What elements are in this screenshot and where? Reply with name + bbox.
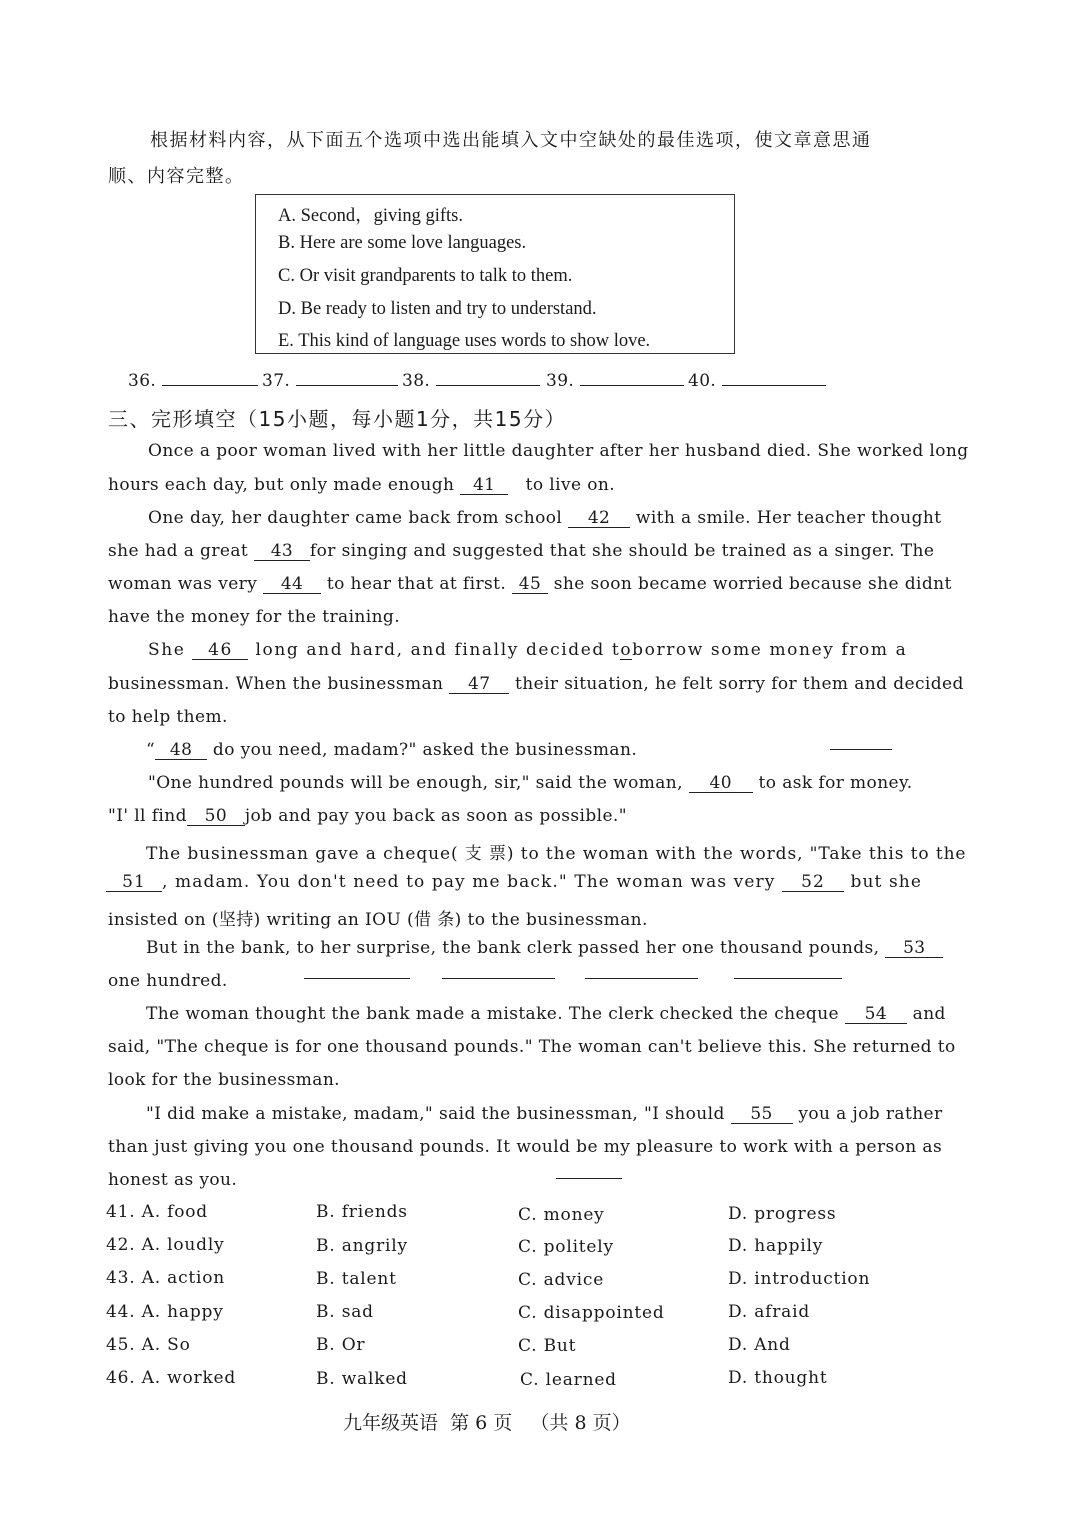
choice-44-c: C. disappointed — [518, 1303, 665, 1323]
stray-underline — [556, 1178, 622, 1179]
question-44: 44. A. happy — [106, 1302, 224, 1322]
choice-41-b: B. friends — [316, 1202, 408, 1222]
passage-line: hours each day, but only made enough 41 to live on. — [108, 475, 615, 495]
passage-line: “ 48 do you need, madam?" asked the businessman. — [146, 740, 638, 760]
options-box — [255, 194, 735, 354]
passage-line: She 46 long and hard, and finally decided toborrow some money from a — [148, 640, 908, 660]
passage-line: 51 , madam. You don't need to pay me back." The woman was very 52 but she — [106, 872, 922, 892]
stray-underline — [304, 978, 410, 979]
blank-47: 47 — [449, 675, 509, 694]
question-42: 42. A. loudly — [106, 1235, 225, 1255]
choice-42-d: D. happily — [728, 1236, 824, 1256]
blank-46: 46 — [192, 641, 248, 660]
passage-line: woman was very 44 to hear that at first. 45 she soon became worried because she didnt — [108, 574, 952, 594]
choice-46-b: B. walked — [316, 1369, 408, 1389]
choice-45-c: C. But — [518, 1336, 577, 1356]
choice-42-c: C. politely — [518, 1237, 614, 1257]
passage-line: she had a great 43 for singing and suggested that she should be trained as a singer. The — [108, 541, 935, 561]
answer-blank-36: 36. — [128, 371, 258, 391]
passage-line: said, "The cheque is for one thousand pounds." The woman can't believe this. She returned to — [108, 1037, 956, 1057]
passage-line: But in the bank, to her surprise, the bank clerk passed her one thousand pounds, 53 — [146, 938, 943, 958]
blank-52: 52 — [782, 873, 844, 892]
question-46: 46. A. worked — [106, 1368, 237, 1388]
question-41: 41. A. food — [106, 1202, 208, 1222]
option-a: A. Second，giving gifts. — [278, 206, 463, 226]
passage-line: Once a poor woman lived with her little daughter after her husband died. She worked long — [148, 441, 969, 461]
question-43: 43. A. action — [106, 1268, 226, 1288]
blank-51: 51 — [106, 873, 162, 892]
choice-43-c: C. advice — [518, 1270, 605, 1290]
answer-blank-39: 39. — [546, 371, 684, 391]
passage-line: The woman thought the bank made a mistake. The clerk checked the cheque 54 and — [146, 1004, 946, 1024]
option-d: D. Be ready to listen and try to understand. — [278, 299, 597, 319]
choice-46-c: C. learned — [520, 1370, 617, 1390]
answer-blank-38: 38. — [402, 371, 540, 391]
stray-underline — [442, 978, 555, 979]
passage-line: than just giving you one thousand pounds. It would be my pleasure to work with a person as — [108, 1137, 943, 1157]
passage-line: "One hundred pounds will be enough, sir," said the woman, 40 to ask for money. — [148, 773, 913, 793]
page-footer: 九年级英语 第 6 页 （共 8 页） — [343, 1412, 631, 1434]
stray-underline — [734, 978, 842, 979]
instruction-line-2: 顺、内容完整。 — [108, 166, 245, 187]
blank-55: 55 — [731, 1105, 793, 1124]
choice-43-b: B. talent — [316, 1269, 397, 1289]
instruction-line-1: 根据材料内容，从下面五个选项中选出能填入文中空缺处的最佳选项，使文章意思通 — [150, 130, 872, 151]
question-45: 45. A. So — [106, 1335, 191, 1355]
choice-41-d: D. progress — [728, 1204, 837, 1224]
option-c: C. Or visit grandparents to talk to them. — [278, 266, 573, 286]
passage-line: one hundred. — [108, 971, 228, 991]
blank-50: 50 — [187, 807, 245, 826]
passage-line: The businessman gave a cheque( 支 票) to the woman with the words, "Take this to the — [146, 844, 967, 864]
option-e: E. This kind of language uses words to show love. — [278, 331, 651, 351]
passage-line: insisted on (坚持) writing an IOU (借 条) to the businessman. — [108, 910, 648, 930]
choice-44-b: B. sad — [316, 1302, 374, 1322]
choice-45-d: D. And — [728, 1335, 791, 1355]
passage-line: to help them. — [108, 707, 228, 727]
blank-48: 48 — [155, 741, 207, 760]
blank-49: 40 — [689, 774, 753, 793]
option-b: B. Here are some love languages. — [278, 233, 527, 253]
blank-45: 45 — [512, 575, 548, 594]
stray-underline — [585, 978, 698, 979]
passage-line: One day, her daughter came back from school 42 with a smile. Her teacher thought — [148, 508, 942, 528]
blank-42: 42 — [568, 509, 630, 528]
blank-44: 44 — [263, 575, 321, 594]
blank-41: 41 — [460, 476, 508, 495]
choice-45-b: B. Or — [316, 1335, 366, 1355]
choice-46-d: D. thought — [728, 1368, 828, 1388]
answer-blank-40: 40. — [688, 371, 826, 391]
section-title: 三、完形填空（15小题，每小题1分，共15分） — [108, 407, 567, 431]
passage-line: businessman. When the businessman 47 their situation, he felt sorry for them and decided — [108, 674, 964, 694]
stray-underline — [830, 749, 892, 750]
passage-line: have the money for the training. — [108, 607, 401, 627]
blank-53: 53 — [885, 939, 943, 958]
choice-41-c: C. money — [518, 1205, 605, 1225]
passage-line: look for the businessman. — [108, 1070, 340, 1090]
blank-43: 43 — [254, 542, 310, 561]
choice-42-b: B. angrily — [316, 1236, 408, 1256]
answer-blank-37: 37. — [262, 371, 398, 391]
passage-line: "I did make a mistake, madam," said the businessman, "I should 55 you a job rather — [146, 1104, 943, 1124]
passage-line: "I' ll find 50 job and pay you back as soon as possible." — [108, 806, 627, 826]
blank-54: 54 — [845, 1005, 907, 1024]
passage-line: honest as you. — [108, 1170, 238, 1190]
choice-44-d: D. afraid — [728, 1302, 811, 1322]
choice-43-d: D. introduction — [728, 1269, 871, 1289]
